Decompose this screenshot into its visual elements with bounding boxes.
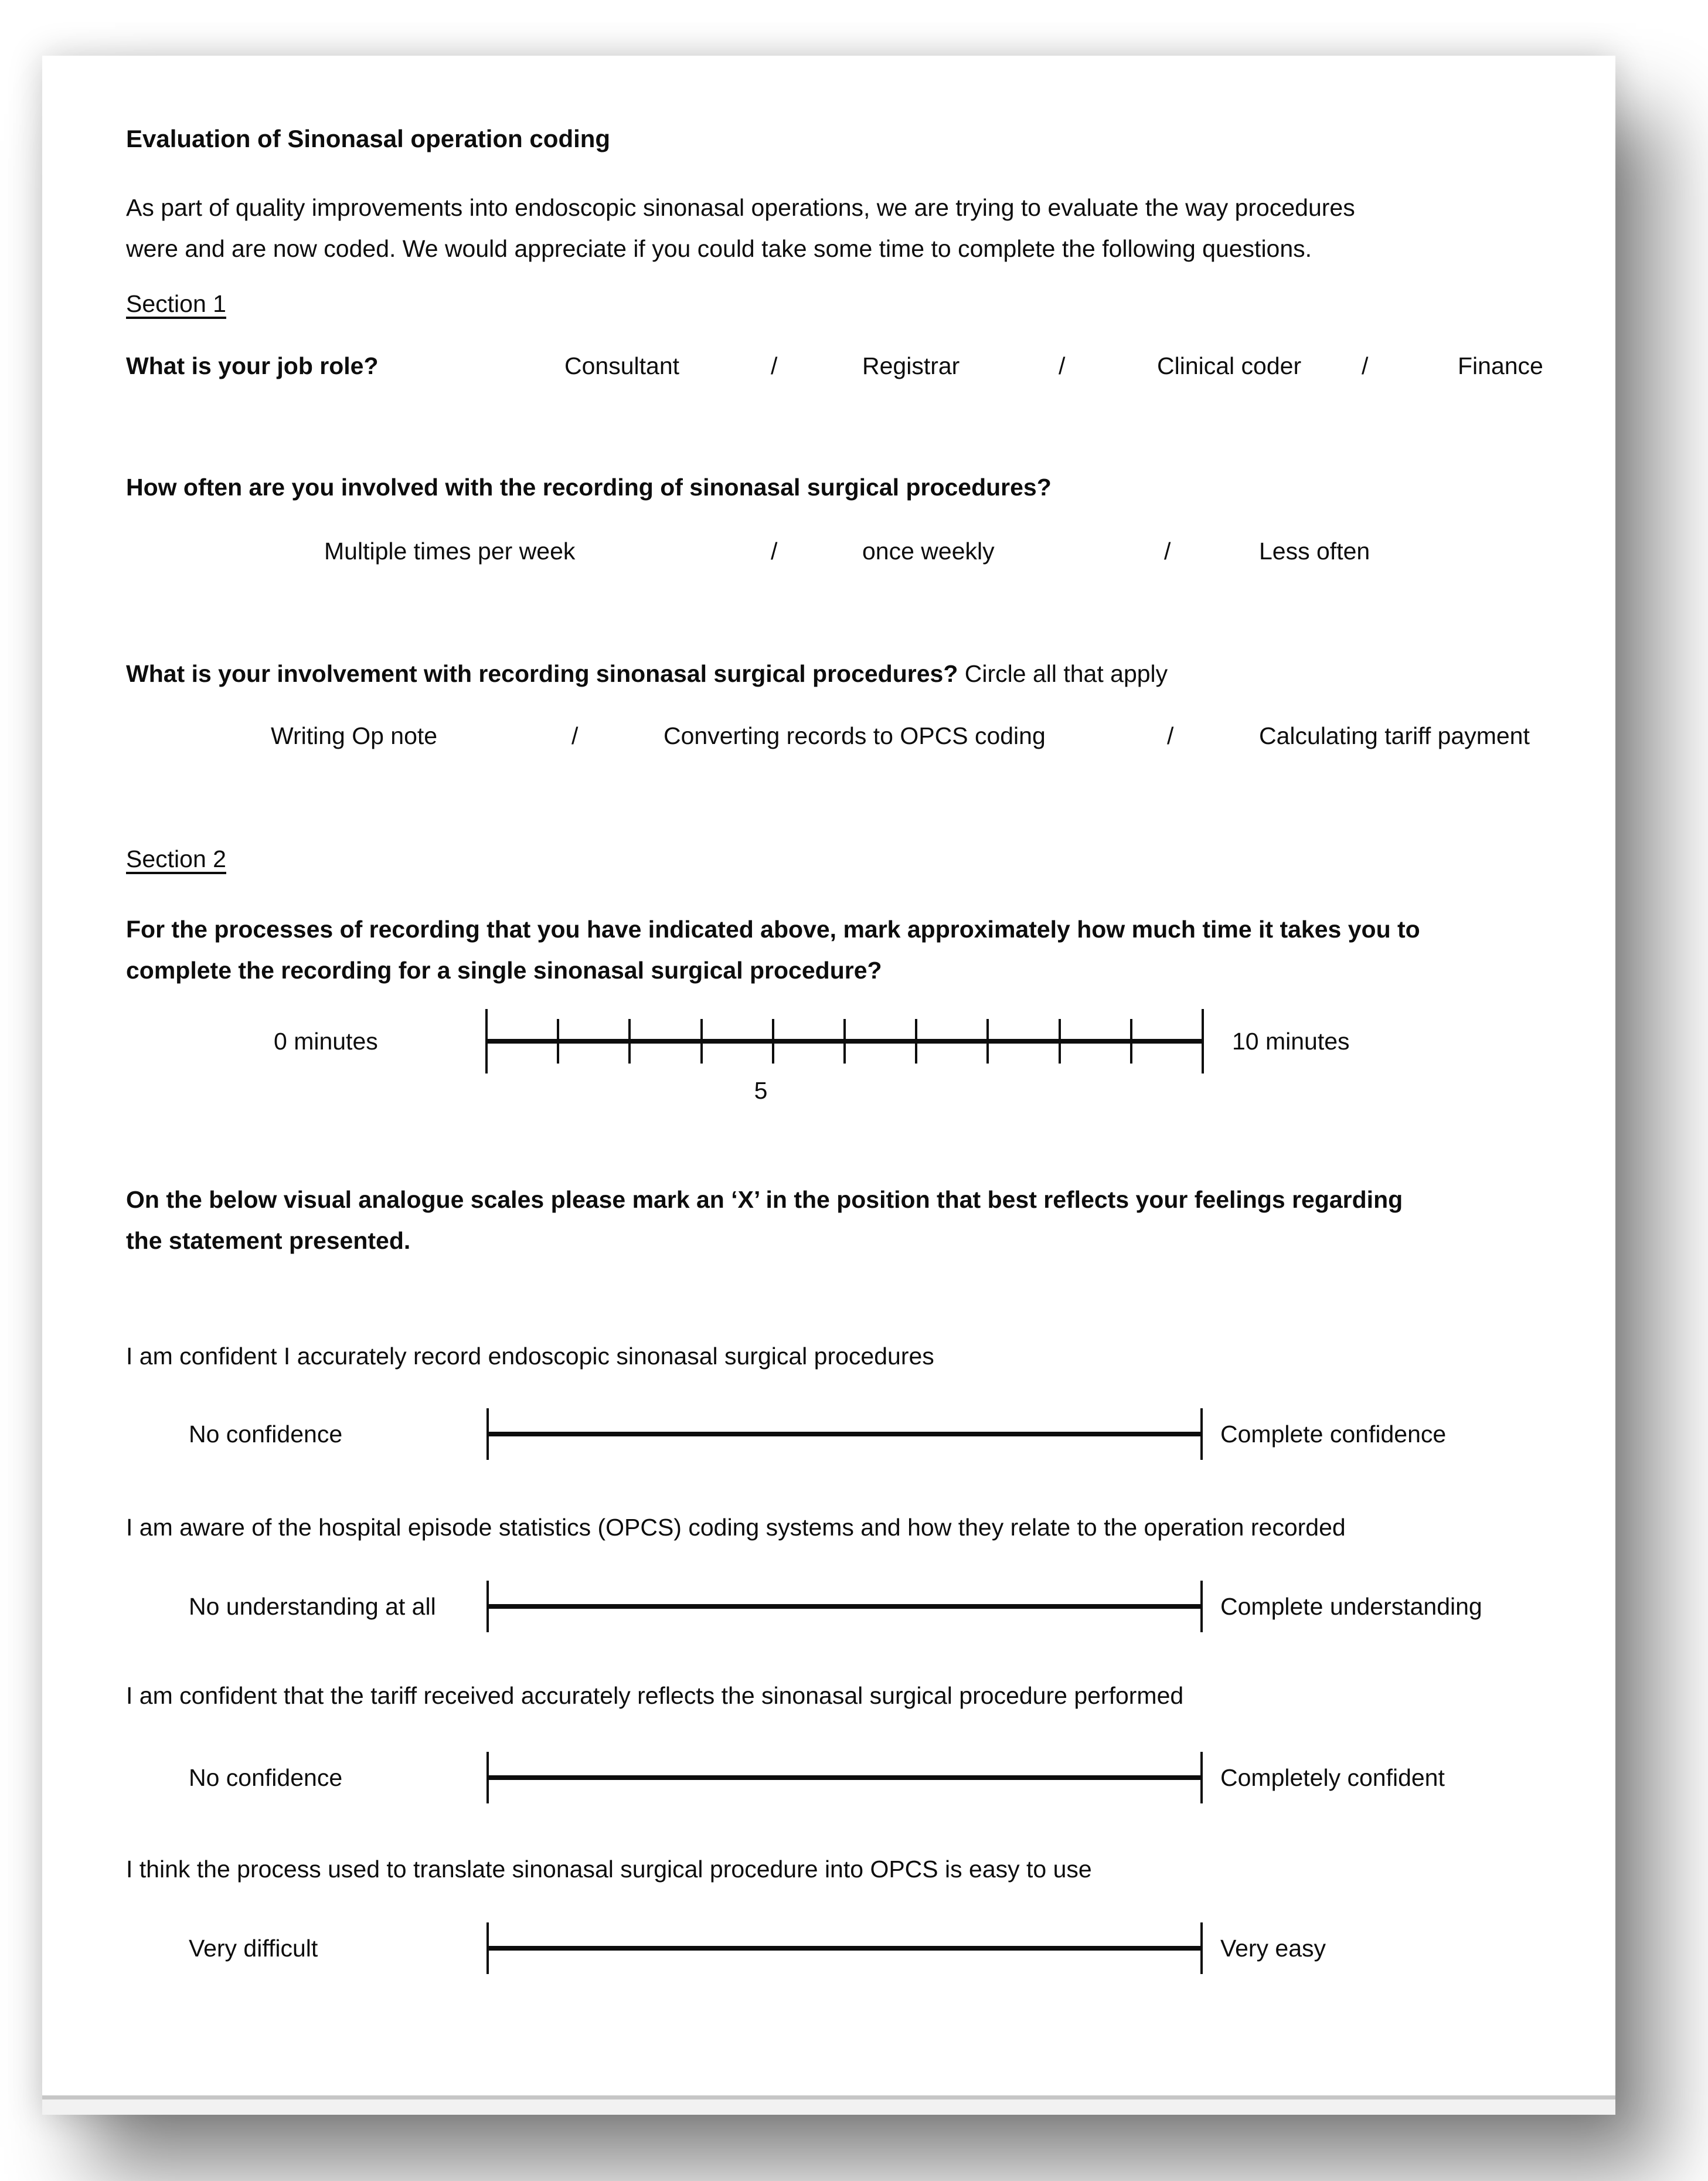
- vas-1-right-label: Complete confidence: [1220, 1421, 1447, 1448]
- intro-line: were and are now coded. We would appreciate if you could take some time to complete the following questions.: [126, 235, 1312, 262]
- tick-mark: [700, 1019, 703, 1064]
- vas-1-left-label: No confidence: [189, 1421, 343, 1448]
- page-title: Evaluation of Sinonasal operation coding: [126, 125, 611, 152]
- job-role-question: What is your job role?: [126, 352, 379, 379]
- vas-3-right-label: Completely confident: [1220, 1764, 1445, 1791]
- vas-scale-4: [126, 1922, 1559, 1975]
- tick-mark: [1202, 1009, 1204, 1073]
- involvement-question-note: Circle all that apply: [964, 660, 1168, 687]
- vas-2-left-label: No understanding at all: [189, 1593, 436, 1620]
- vas-track-line: [486, 1432, 1203, 1436]
- tick-mark: [628, 1019, 631, 1064]
- option-separator: /: [1164, 538, 1171, 565]
- tick-mark: [485, 1009, 488, 1073]
- vas-track-right-cap: [1200, 1922, 1203, 1974]
- vas-3-left-label: No confidence: [189, 1764, 343, 1791]
- tick-mark: [843, 1019, 846, 1064]
- vas-track-right-cap: [1200, 1581, 1203, 1632]
- job-role-option-consultant[interactable]: Consultant: [564, 352, 680, 379]
- vas-scale-3: [126, 1751, 1559, 1804]
- vas-3-track[interactable]: [486, 1751, 1203, 1804]
- vas-instruction-line: the statement presented.: [126, 1227, 411, 1254]
- time-question-line: For the processes of recording that you have indicated above, mark approximately how much time it takes you to: [126, 916, 1420, 943]
- option-separator: /: [771, 538, 778, 565]
- vas-statement-2: I am aware of the hospital episode statistics (OPCS) coding systems and how they relate to the operation recorded: [126, 1514, 1346, 1541]
- frequency-options-row: [126, 538, 1559, 573]
- vas-2-right-label: Complete understanding: [1220, 1593, 1482, 1620]
- vas-1-track[interactable]: [486, 1408, 1203, 1460]
- option-separator: /: [571, 722, 579, 749]
- job-role-option-finance[interactable]: Finance: [1458, 352, 1543, 379]
- time-scale-ruler[interactable]: [486, 1009, 1203, 1073]
- job-role-option-clinical-coder[interactable]: Clinical coder: [1157, 352, 1302, 379]
- section-1-heading: Section 1: [126, 290, 226, 317]
- time-scale-right-label: 10 minutes: [1232, 1028, 1350, 1055]
- vas-track-line: [486, 1604, 1203, 1609]
- vas-scale-1: [126, 1408, 1559, 1460]
- vas-track-line: [486, 1775, 1203, 1780]
- vas-4-right-label: Very easy: [1220, 1935, 1326, 1962]
- intro-line: As part of quality improvements into endoscopic sinonasal operations, we are trying to evaluate the way procedures: [126, 194, 1355, 221]
- intro-paragraph: [126, 187, 1559, 269]
- tick-mark: [557, 1019, 559, 1064]
- involvement-option-writing-op-note[interactable]: Writing Op note: [271, 722, 438, 749]
- frequency-question: How often are you involved with the recording of sinonasal surgical procedures?: [126, 474, 1052, 501]
- vas-statement-3: I am confident that the tariff received accurately reflects the sinonasal surgical procedure performed: [126, 1682, 1184, 1709]
- vas-instruction-paragraph: [126, 1179, 1559, 1261]
- option-separator: /: [1362, 352, 1369, 379]
- tick-mark: [1130, 1019, 1132, 1064]
- frequency-option-less-often[interactable]: Less often: [1259, 538, 1370, 565]
- option-separator: /: [1059, 352, 1066, 379]
- vas-track-right-cap: [1200, 1408, 1203, 1460]
- vas-instruction-line: On the below visual analogue scales please mark an ‘X’ in the position that best reflects your feelings regarding: [126, 1186, 1403, 1213]
- vas-statement-1: I am confident I accurately record endoscopic sinonasal surgical procedures: [126, 1343, 934, 1370]
- vas-2-track[interactable]: [486, 1580, 1203, 1633]
- tick-mark: [772, 1019, 774, 1064]
- vas-track-line: [486, 1946, 1203, 1951]
- time-question-paragraph: [126, 909, 1559, 991]
- frequency-option-once-weekly[interactable]: once weekly: [862, 538, 995, 565]
- tick-mark: [986, 1019, 989, 1064]
- option-separator: /: [1167, 722, 1174, 749]
- document-page: [42, 56, 1615, 2115]
- time-question-line: complete the recording for a single sinonasal surgical procedure?: [126, 957, 882, 984]
- time-scale-mid-label: 5: [754, 1077, 768, 1104]
- tick-mark: [915, 1019, 917, 1064]
- vas-scale-2: [126, 1580, 1559, 1633]
- vas-track-right-cap: [1200, 1752, 1203, 1803]
- involvement-options-row: [126, 722, 1559, 757]
- vas-4-track[interactable]: [486, 1922, 1203, 1975]
- job-role-question-row: [126, 352, 1559, 388]
- vas-4-left-label: Very difficult: [189, 1935, 318, 1962]
- frequency-option-multiple-times[interactable]: Multiple times per week: [324, 538, 576, 565]
- involvement-option-converting-records[interactable]: Converting records to OPCS coding: [664, 722, 1046, 749]
- job-role-option-registrar[interactable]: Registrar: [862, 352, 960, 379]
- vas-statement-4: I think the process used to translate sinonasal surgical procedure into OPCS is easy to use: [126, 1856, 1092, 1883]
- time-scale-left-label: 0 minutes: [274, 1028, 378, 1055]
- tick-mark: [1059, 1019, 1061, 1064]
- time-scale-row: [126, 1009, 1559, 1073]
- involvement-option-calculating-tariff[interactable]: Calculating tariff payment: [1259, 722, 1530, 749]
- involvement-question: What is your involvement with recording sinonasal surgical procedures? Circle all that apply: [126, 660, 1168, 687]
- section-2-heading: Section 2: [126, 845, 226, 872]
- option-separator: /: [771, 352, 778, 379]
